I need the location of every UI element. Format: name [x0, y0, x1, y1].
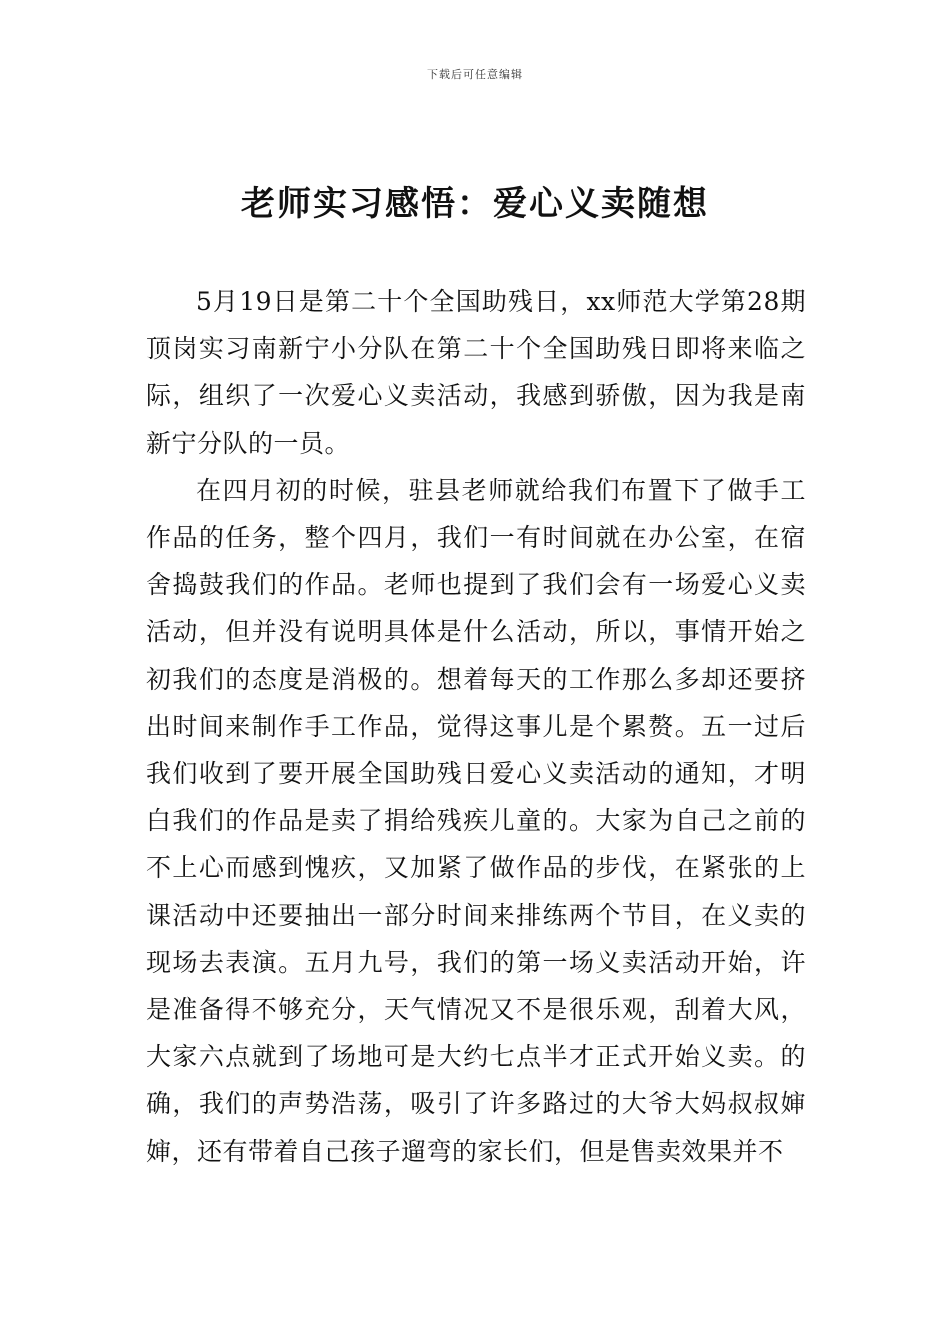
document-title: 老师实习感悟：爱心义卖随想 [241, 184, 709, 224]
paragraph: 在四月初的时候，驻县老师就给我们布置下了做手工作品的任务，整个四月，我们一有时间就在办公室，在宿舍捣鼓我们的作品。老师也提到了我们会有一场爱心义卖活动，但并没有说明具体是什么活动，所以，事情开始之初我们的态度是消极的。想着每天的工作那么多却还要挤出时间来制作手工作品，觉得这事儿是个累赘。五一过后我们收到了要开展全国助残日爱心义卖活动的通知，才明白我们的作品是卖了捐给残疾儿童的。大家为自己之前的不上心而感到愧疚，又加紧了做作品的步伐，在紧张的上课活动中还要抽出一部分时间来排练两个节目，在义卖的现场去表演。五月九号，我们的第一场义卖活动开始，许是准备得不够充分，天气情况又不是很乐观，刮着大风，大家六点就到了场地可是大约七点半才正式开始义卖。的确，我们的声势浩荡，吸引了许多路过的大爷大妈叔叔婶婶，还有带着自己孩子遛弯的家长们，但是售卖效果并不 [146, 475, 806, 1166]
header-note: 下载后可任意编辑 [427, 68, 523, 81]
paragraph: 5月19日是第二十个全国助残日，xx师范大学第28期顶岗实习南新宁小分队在第二十个全国助残日即将来临之际，组织了一次爱心义卖活动，我感到骄傲，因为我是南新宁分队的一员。 [146, 287, 806, 458]
document-body [146, 278, 806, 1175]
